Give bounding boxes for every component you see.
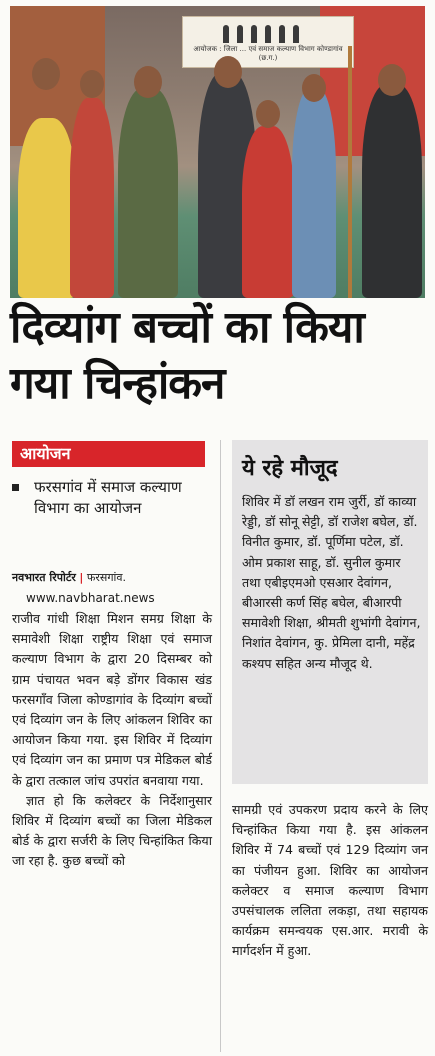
- sidebar-body: शिविर में डॉ लखन राम जुर्री, डॉ काव्या रेड्डी, डॉ सोनू सेट्टी, डॉ राजेश बघेल, डॉ. विनीत कुमार, डॉ. पूर्णिमा पटेल, डॉ. ओम प्रकाश साहू, डॉ. सुनील कुमार तथा एबीइएमओ एसआर देवांगन, बीआरसी कर्ण सिंह बघेल, बीआरपी समावेशी शिक्षा, श्रीमती शुभांगी देवांगन, निशांत देवांगन, कु. प्रेमिला दानी, महेंद्र कश्यप सहित अन्य मौजूद थे.: [242, 494, 421, 671]
- photo-banner-text: आयोजक : जिला ... एवं समाज कल्याण विभाग कोण्डागांव (छ.ग.): [193, 45, 343, 62]
- headline-line-2: गया चिन्हांकन: [10, 358, 225, 409]
- byline-place: फरसगांव.: [86, 571, 126, 584]
- byline-separator: |: [79, 571, 84, 584]
- article-paragraph-3: सामग्री एवं उपकरण प्रदाय करने के लिए चिन्हांकित किया गया है. इस आंकलन शिविर में 74 बच्चों एवं 129 दिव्यांग जन का पंजीयन हुआ. शिविर का आयोजन कलेक्टर व समाज कल्याण विभाग उपसंचालक ललिता लकड़ा, तथा सहायक कार्यक्रम समन्वयक एस.आर. मरावी के मार्गदर्शन में हुआ.: [232, 802, 428, 959]
- bullet-square-icon: [12, 484, 19, 491]
- sidebar-box: [232, 440, 428, 784]
- byline-url: www.navbharat.news: [26, 591, 155, 605]
- article-paragraph-1: राजीव गांधी शिक्षा मिशन समग्र शिक्षा के समावेशी शिक्षा राष्ट्रीय शिक्षा एवं समाज कल्याण विभाग के द्वारा 20 दिसम्बर को ग्राम पंचायत भवन बड़े डोंगर विकास खंड फरसगाँव जिला कोण्डागांव के दिव्यांग बच्चों एवं दिव्यांग जन के लिए आंकलन शिविर का आयोजन किया गया. इस शिविर में दिव्यांग एवं दिव्यांग जन का प्रमाण पत्र मेडिकल बोर्ड के द्वारा तत्काल जांच उपरांत बनवाया गया.: [12, 611, 212, 788]
- headline: [10, 300, 425, 412]
- subhead: [12, 477, 212, 517]
- article-paragraph-2: ज्ञात हो कि कलेक्टर के निर्देशानुसार शिविर में दिव्यांग बच्चों का जिला मेडिकल बोर्ड के द्वारा सर्जरी के लिए चिन्हांकित किया जा रहा है. कुछ बच्चों को: [12, 792, 212, 869]
- sidebar-title: ये रहे मौजूद: [242, 456, 338, 481]
- byline-reporter: नवभारत रिपोर्टर: [12, 571, 76, 584]
- article-column-2: [232, 800, 428, 962]
- photo-pole: [348, 46, 352, 298]
- subhead-text: फरसगांव में समाज कल्याण विभाग का आयोजन: [34, 478, 182, 517]
- section-tag: आयोजन: [12, 441, 205, 467]
- photo-banner: [182, 16, 354, 68]
- byline: [12, 571, 126, 585]
- news-photo: [10, 6, 425, 298]
- column-divider: [220, 440, 221, 1052]
- article-column-1: [12, 609, 212, 872]
- headline-line-1: दिव्यांग बच्चों का किया: [10, 302, 364, 353]
